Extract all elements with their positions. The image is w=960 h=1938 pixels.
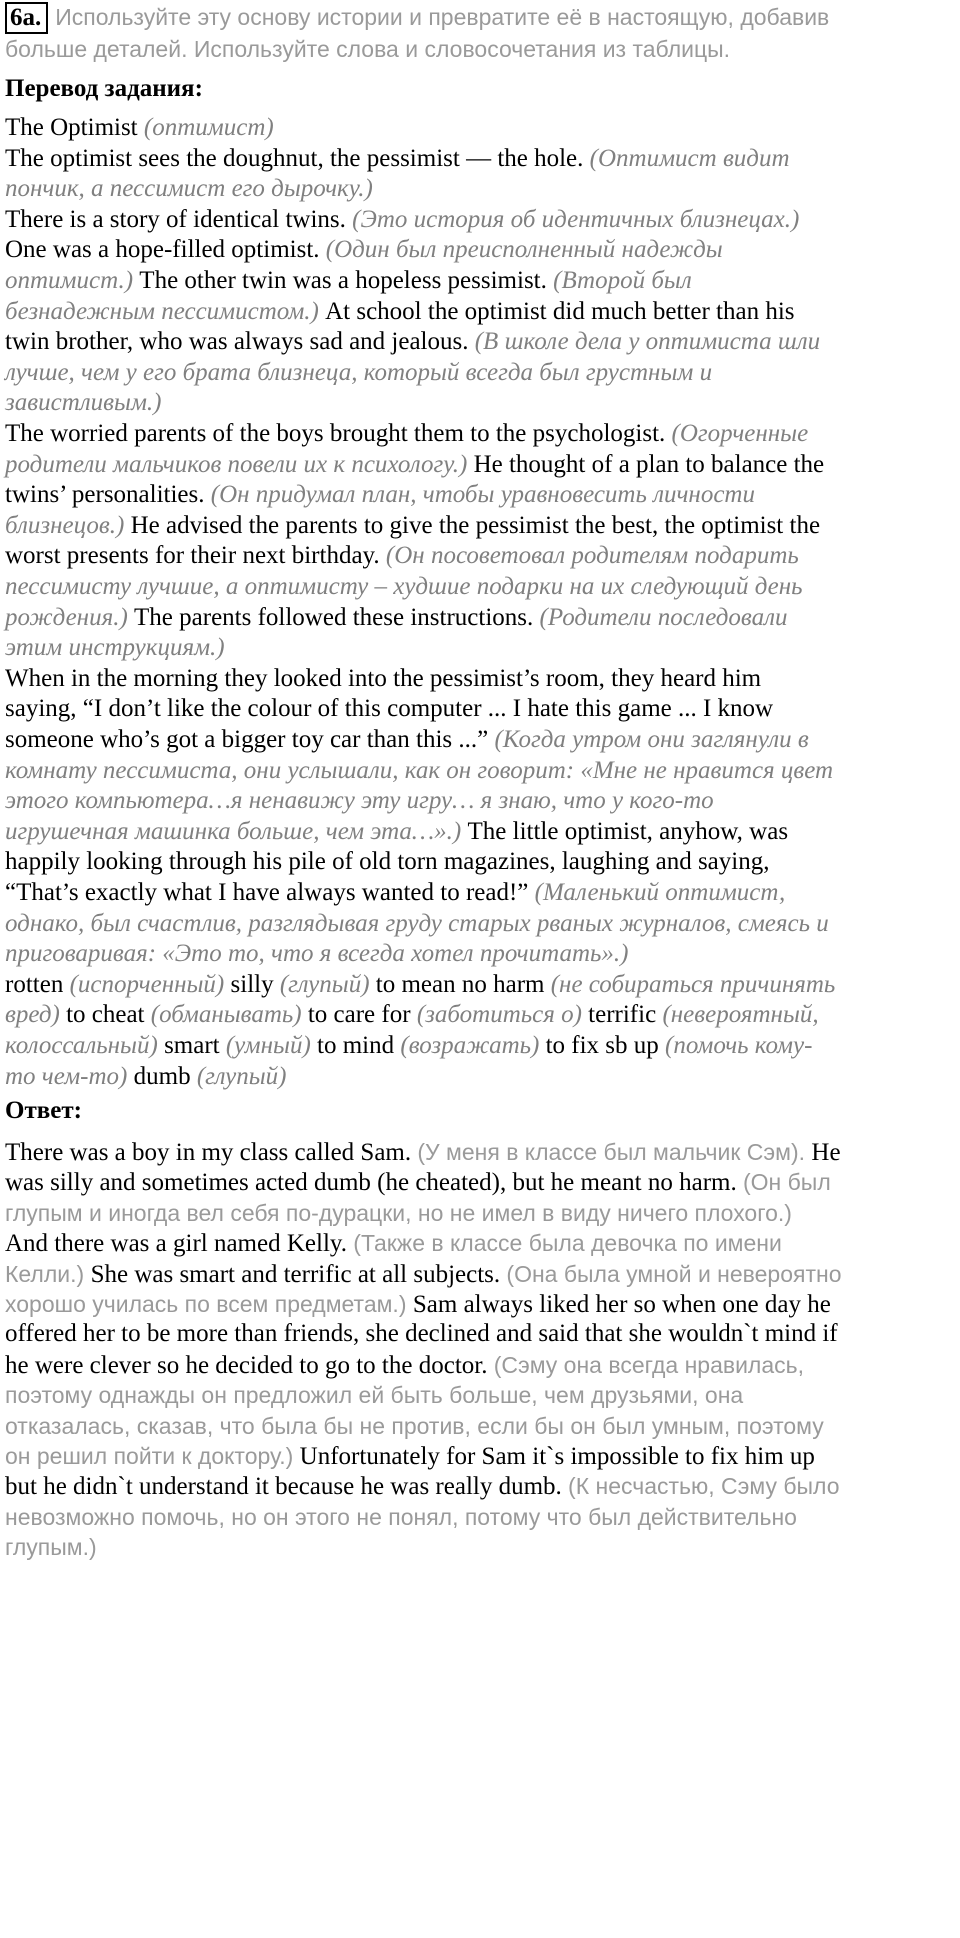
english-text: The optimist sees the doughnut, the pessimist — the hole. — [5, 144, 590, 172]
story-line — [5, 480, 755, 510]
russian-translation: поэтому однажды он предложил ей быть больше, чем друзьями, она — [5, 1382, 744, 1409]
story-line — [5, 878, 785, 908]
english-text: to care for — [307, 1001, 417, 1029]
story-line — [5, 144, 790, 174]
story-line — [5, 297, 795, 327]
english-text: The Optimist — [5, 114, 144, 141]
english-text: was silly and sometimes acted dumb (he cheated), but he meant no harm. — [5, 1169, 743, 1197]
russian-translation: (помочь кому- — [665, 1032, 813, 1059]
english-text: “That’s exactly what I have always wanted to read!” — [5, 879, 535, 906]
russian-translation: (испорченный) — [69, 970, 231, 998]
russian-translation: завистливым.) — [5, 389, 162, 417]
english-text: he were clever so he decided to go to the doctor. — [5, 1351, 494, 1379]
english-text: saying, “I don’t like the colour of this computer ... I hate this game ... I know — [5, 695, 774, 723]
english-text: He — [811, 1139, 841, 1166]
english-text: And there was a girl named Kelly. — [5, 1230, 354, 1258]
story-line — [5, 786, 714, 816]
english-text: happily looking through his pile of old torn magazines, laughing and saying, — [5, 848, 770, 876]
answer-line — [5, 1532, 97, 1563]
story-line — [5, 419, 808, 449]
english-text: to mean no harm — [375, 970, 551, 998]
russian-translation: (Он был — [742, 1169, 831, 1196]
russian-translation: вред) — [5, 1001, 67, 1029]
story-line — [5, 235, 723, 265]
russian-translation: (Сэму она всегда нравилась, — [493, 1351, 805, 1378]
russian-translation: (обманывать) — [150, 1001, 308, 1029]
story-line — [5, 511, 820, 541]
russian-translation: (заботиться о) — [416, 1001, 589, 1029]
russian-translation: (К несчастью, Сэму было — [568, 1473, 840, 1500]
answer-line — [5, 1228, 782, 1259]
english-text: One was a hope-filled optimist. — [5, 236, 326, 264]
russian-translation: (Она была умной и невероятно — [506, 1260, 842, 1287]
answer-line — [5, 1471, 840, 1502]
russian-translation: глупым.) — [5, 1534, 97, 1561]
english-text: There is a story of identical twins. — [5, 205, 353, 233]
english-text: rotten — [5, 970, 70, 998]
story-line — [5, 847, 769, 877]
english-text: He advised the parents to give the pessimist the best, the optimist the — [130, 511, 821, 539]
english-text: At school the optimist did much better than his — [325, 297, 795, 325]
story-line — [5, 388, 161, 418]
answer-line — [5, 1137, 841, 1168]
russian-translation: (Оптимист видит — [589, 144, 790, 172]
story-line — [5, 664, 761, 694]
story-line — [5, 541, 799, 571]
russian-translation: (глупый) — [196, 1062, 287, 1090]
story-line — [5, 205, 799, 235]
answer-line — [5, 1259, 842, 1290]
task-number: 6a. — [5, 2, 48, 34]
russian-translation: отказалась, сказав, что была бы не против, если бы он был умным, поэтому — [5, 1412, 824, 1439]
english-text: He thought of a plan to balance the — [473, 450, 825, 478]
english-text: She was smart and terrific at all subjects. — [90, 1260, 507, 1288]
russian-translation: (Один был преисполненный надежды — [325, 236, 723, 264]
story-line — [5, 1031, 812, 1061]
russian-translation: этого компьютера…я ненавижу эту игру… я знаю, что у кого-то — [5, 787, 714, 815]
task-instruction-1: Используйте эту основу истории и превратите её в настоящую, добавив — [55, 4, 830, 30]
story-line — [5, 725, 809, 755]
russian-translation: (Огорченные — [671, 420, 809, 447]
english-text: The parents followed these instructions. — [134, 603, 540, 631]
russian-translation: безнадежным пессимистом.) — [5, 297, 326, 325]
english-text: to mind — [317, 1032, 401, 1059]
russian-translation: комнату пессимиста, они услышали, как он говорит: «Мне не нравится цвет — [5, 756, 834, 784]
answer-line — [5, 1380, 743, 1411]
russian-translation: (У меня в классе был мальчик Сэм). — [417, 1139, 812, 1165]
english-text: The little optimist, anyhow, was — [467, 817, 789, 845]
answer-line — [5, 1319, 838, 1349]
russian-translation: (Он придумал план, чтобы уравновесить личности — [210, 481, 755, 509]
russian-translation: игрушечная машинка больше, чем эта…».) — [5, 817, 468, 845]
russian-translation: Келли.) — [5, 1260, 91, 1287]
russian-translation: глупым и иногда вел себя по-дурацки, но не имел в виду ничего плохого.) — [5, 1199, 792, 1226]
english-text: terrific — [588, 1001, 663, 1029]
story-line — [5, 694, 773, 724]
story-line — [5, 756, 833, 786]
russian-translation: (В школе дела у оптимиста шли — [474, 328, 821, 356]
russian-translation: однако, был счастлив, разглядывая груду старых рваных журналов, смеясь и — [5, 909, 829, 937]
russian-translation: колоссальный) — [5, 1032, 165, 1059]
russian-translation: невозможно помочь, но он этого не понял, потому что был действительно — [5, 1503, 797, 1530]
story-line — [5, 817, 788, 847]
answer-line — [5, 1411, 824, 1442]
russian-translation: (невероятный, — [662, 1001, 819, 1029]
english-text: offered her to be more than friends, she declined and said that she wouldn`t mind if — [5, 1320, 838, 1348]
story-line — [5, 572, 803, 602]
russian-translation: (глупый) — [279, 970, 376, 998]
russian-translation: (возражать) — [400, 1032, 546, 1059]
english-text: smart — [164, 1032, 226, 1059]
english-text: to cheat — [66, 1001, 151, 1029]
english-text: twin brother, who was always sad and jealous. — [5, 328, 475, 356]
russian-translation: (оптимист) — [143, 114, 274, 141]
task-instruction-2: больше деталей. Используйте слова и словосочетания из таблицы. — [5, 36, 731, 62]
answer-line — [5, 1350, 804, 1381]
english-text: Sam always liked her so when one day he — [412, 1291, 831, 1318]
story-line — [5, 327, 820, 357]
russian-translation: он решил пойти к доктору.) — [5, 1443, 300, 1469]
russian-translation: приговаривая: «Это то, что я всегда хотел прочитать».) — [5, 940, 629, 968]
russian-translation: (не собираться причинять — [550, 970, 836, 998]
story-line — [5, 450, 824, 480]
task-line-2 — [5, 34, 730, 65]
russian-translation: (Это история об идентичных близнецах.) — [352, 205, 800, 233]
russian-translation: хорошо училась по всем предметам.) — [5, 1291, 413, 1317]
english-text: worst presents for their next birthday. — [5, 542, 386, 570]
story-line — [5, 633, 225, 663]
story-line — [5, 970, 835, 1000]
story-line — [5, 909, 829, 939]
english-text: silly — [230, 970, 280, 998]
english-text: Unfortunately for Sam it`s impossible to fix him up — [299, 1443, 815, 1470]
russian-translation: (Второй был — [553, 267, 692, 294]
russian-translation: пончик, а пессимист его дырочку.) — [5, 175, 373, 203]
russian-translation: (Маленький оптимист, — [534, 879, 786, 906]
english-text: but he didn`t understand it because he was really dumb. — [5, 1473, 569, 1501]
answer-heading: Ответ: — [5, 1097, 82, 1124]
russian-translation: рождения.) — [5, 603, 135, 631]
russian-translation: близнецов.) — [5, 511, 131, 539]
story-line — [5, 358, 712, 388]
russian-translation: родители мальчиков повели их к психологу.) — [5, 450, 474, 478]
translation-heading: Перевод задания: — [5, 75, 203, 102]
story-line — [5, 113, 274, 143]
story-line — [5, 174, 373, 204]
answer-line — [5, 1198, 792, 1229]
russian-translation: лучше, чем у его брата близнеца, который всегда был грустным и — [5, 358, 713, 386]
russian-translation: то чем-то) — [5, 1062, 134, 1090]
english-text: The other twin was a hopeless pessimist. — [139, 267, 554, 294]
story-line — [5, 939, 628, 969]
english-text: There was a boy in my class called Sam. — [5, 1139, 418, 1166]
english-text: someone who’s got a bigger toy car than this ...” — [5, 726, 495, 753]
english-text: When in the morning they looked into the pessimist’s room, they heard him — [5, 664, 762, 692]
russian-translation: (Когда утром они заглянули в — [494, 726, 809, 753]
task-line-1 — [5, 2, 829, 34]
answer-line — [5, 1167, 831, 1198]
russian-translation: (Родители последовали — [539, 603, 788, 631]
answer-line — [5, 1441, 815, 1472]
story-line — [5, 1062, 287, 1092]
story-line — [5, 1000, 819, 1030]
russian-translation: этим инструкциям.) — [5, 634, 225, 662]
russian-translation: пессимисту лучшие, а оптимисту – худшие подарки на их следующий день — [5, 573, 803, 600]
english-text: dumb — [133, 1062, 197, 1090]
russian-translation: оптимист.) — [5, 267, 140, 294]
russian-translation: (Он посоветовал родителям подарить — [385, 542, 799, 570]
answer-line — [5, 1289, 831, 1320]
story-line — [5, 266, 692, 296]
russian-translation: (умный) — [225, 1032, 318, 1059]
story-line — [5, 603, 788, 633]
answer-line — [5, 1502, 797, 1533]
english-text: The worried parents of the boys brought them to the psychologist. — [5, 420, 672, 447]
english-text: to fix sb up — [545, 1032, 666, 1059]
russian-translation: (Также в классе была девочка по имени — [353, 1230, 782, 1257]
english-text: twins’ personalities. — [5, 481, 211, 509]
